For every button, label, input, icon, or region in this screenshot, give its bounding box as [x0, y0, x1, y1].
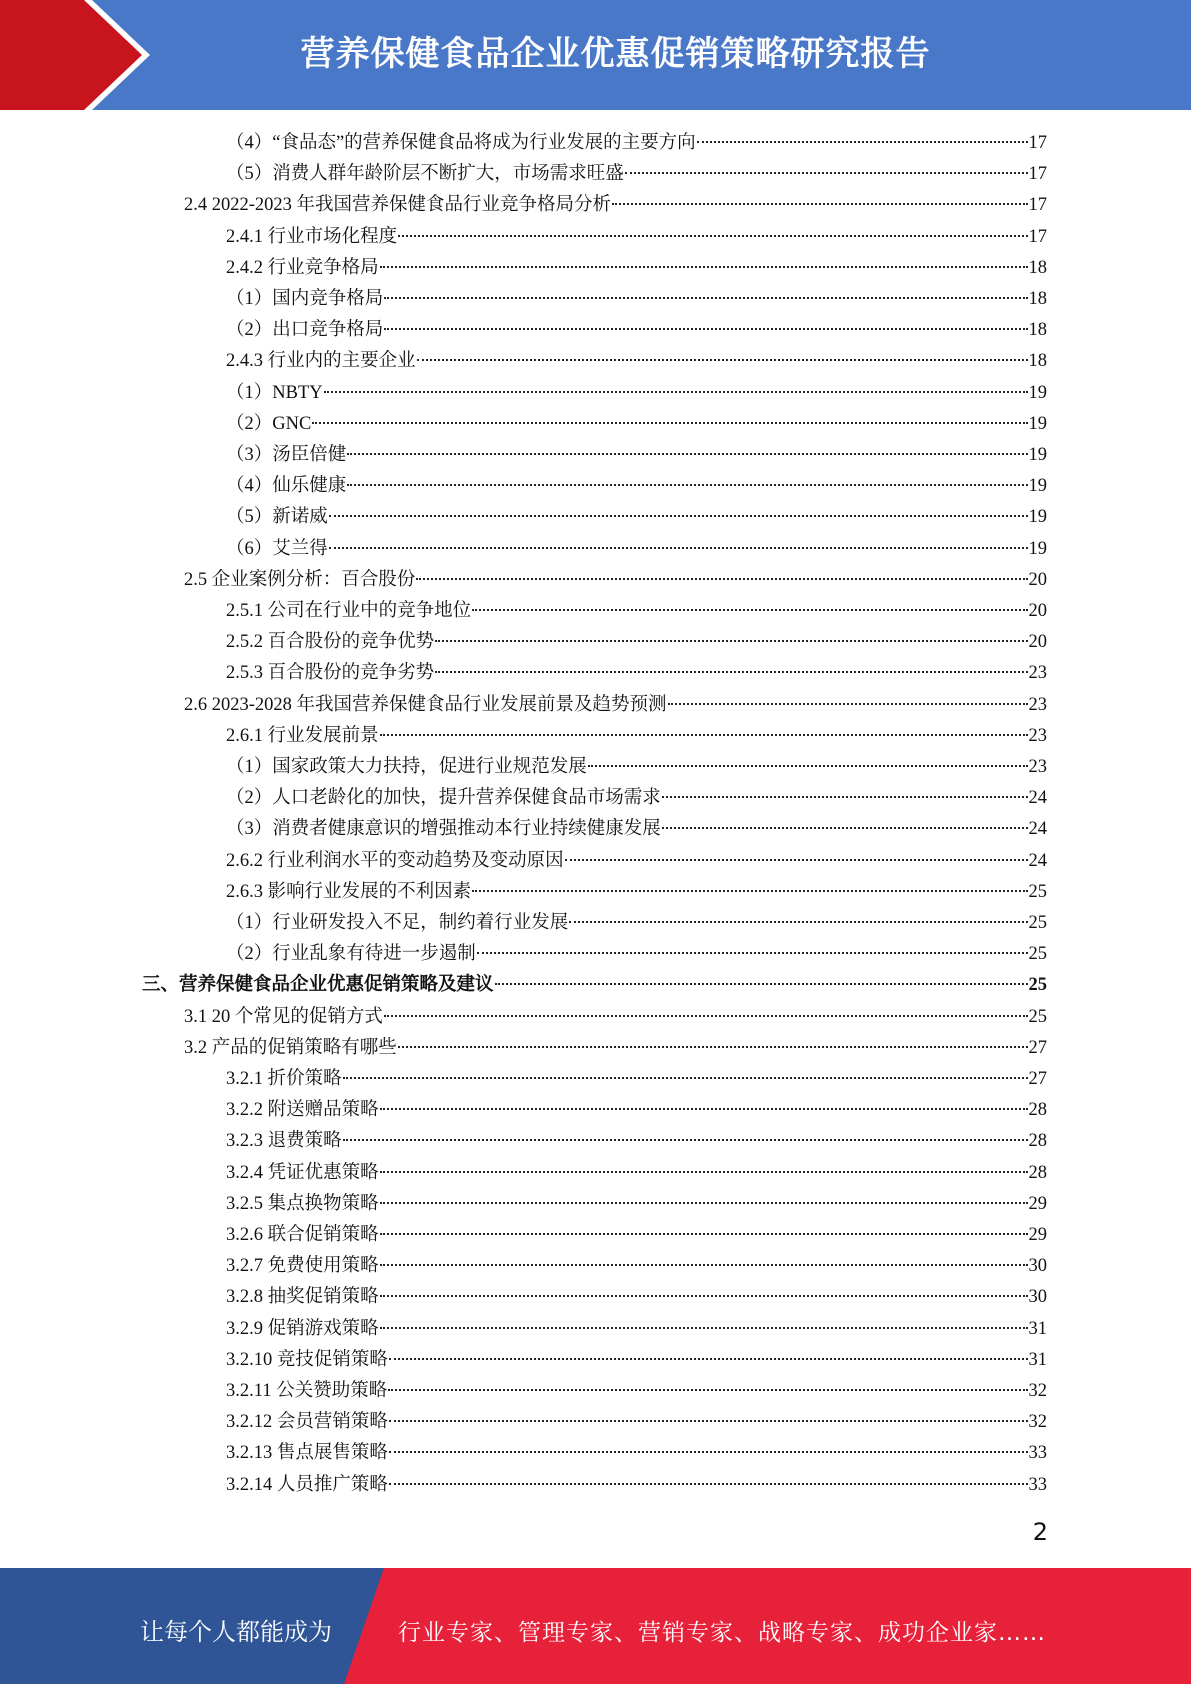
- toc-entry[interactable]: [226, 534, 1047, 565]
- toc-entry-page-number: 29: [1028, 1225, 1047, 1245]
- toc-entry[interactable]: [226, 1345, 1047, 1376]
- toc-entry[interactable]: [226, 1376, 1047, 1407]
- toc-entry-page-number: 30: [1028, 1256, 1047, 1277]
- toc-entry[interactable]: [184, 1002, 1047, 1033]
- toc-entry-label: 3.2.9 促销游戏策略: [226, 1318, 379, 1339]
- toc-entry-label: （2）人口老龄化的加快，提升营养保健食品市场需求: [226, 788, 661, 809]
- toc-dot-leader: [384, 1015, 1028, 1017]
- toc-entry-page-number: 19: [1028, 476, 1047, 497]
- toc-entry-label: 3.2.5 集点换物策略: [226, 1193, 379, 1214]
- toc-dot-leader: [435, 671, 1027, 673]
- toc-entry[interactable]: [226, 346, 1047, 377]
- toc-entry-page-number: 30: [1028, 1287, 1047, 1308]
- toc-entry-page-number: 19: [1028, 413, 1047, 434]
- toc-entry-page-number: 31: [1028, 1318, 1047, 1339]
- toc-entry-page-number: 17: [1028, 133, 1047, 153]
- toc-entry-label: 2.5.2 百合股份的竞争优势: [226, 632, 435, 653]
- toc-entry-page-number: 18: [1028, 320, 1047, 341]
- toc-entry[interactable]: [226, 284, 1047, 315]
- toc-entry[interactable]: [184, 190, 1047, 221]
- toc-entry-page-number: 18: [1028, 257, 1047, 278]
- toc-entry-page-number: 18: [1028, 289, 1047, 309]
- toc-entry-label: （1）NBTY: [226, 382, 323, 403]
- toc-dot-leader: [389, 1358, 1028, 1360]
- toc-entry-label: 3.2.4 凭证优惠策略: [226, 1162, 379, 1183]
- toc-entry[interactable]: [226, 1314, 1047, 1345]
- toc-dot-leader: [662, 827, 1028, 829]
- toc-dot-leader: [380, 1233, 1028, 1235]
- toc-entry-page-number: 23: [1028, 725, 1047, 746]
- toc-entry[interactable]: [226, 627, 1047, 658]
- toc-entry-page-number: 32: [1028, 1412, 1047, 1433]
- toc-entry-page-number: 24: [1028, 850, 1047, 871]
- toc-entry-label: 2.4.1 行业市场化程度: [226, 226, 398, 247]
- toc-dot-leader: [380, 734, 1028, 736]
- toc-entry[interactable]: [226, 1189, 1047, 1220]
- toc-entry[interactable]: [226, 1470, 1047, 1501]
- toc-entry-label: （5）新诺威: [226, 507, 328, 528]
- toc-dot-leader: [388, 1389, 1027, 1391]
- toc-entry[interactable]: [226, 939, 1047, 970]
- toc-dot-leader: [380, 1295, 1028, 1297]
- toc-dot-leader: [477, 952, 1028, 954]
- toc-entry-page-number: 28: [1028, 1100, 1047, 1121]
- toc-entry-label: 三、营养保健食品企业优惠促销策略及建议: [142, 975, 494, 996]
- toc-entry-label: 2.5 企业案例分析：百合股份: [184, 569, 416, 590]
- toc-entry[interactable]: [184, 565, 1047, 596]
- toc-dot-leader: [347, 484, 1027, 486]
- toc-dot-leader: [380, 1171, 1028, 1173]
- toc-entry[interactable]: [226, 783, 1047, 814]
- toc-dot-leader: [625, 172, 1028, 174]
- toc-dot-leader: [329, 515, 1028, 517]
- toc-entry-page-number: 19: [1028, 445, 1047, 465]
- toc-entry-label: 3.2.7 免费使用策略: [226, 1256, 379, 1277]
- toc-entry-page-number: 25: [1028, 881, 1047, 902]
- toc-dot-leader: [398, 235, 1027, 237]
- toc-dot-leader: [495, 983, 1028, 985]
- toc-entry[interactable]: [226, 721, 1047, 752]
- toc-dot-leader: [389, 1420, 1028, 1422]
- toc-entry-page-number: 23: [1028, 757, 1047, 777]
- toc-entry-page-number: 27: [1028, 1069, 1047, 1089]
- toc-entry-label: （4）“食品态”的营养保健食品将成为行业发展的主要方向: [226, 133, 696, 153]
- toc-dot-leader: [329, 547, 1028, 549]
- document-title: 营养保健食品企业优惠促销策略研究报告: [300, 34, 931, 74]
- toc-entry-page-number: 24: [1028, 788, 1047, 809]
- toc-dot-leader: [343, 1077, 1028, 1079]
- toc-entry-label: 3.2.8 抽奖促销策略: [226, 1287, 379, 1308]
- toc-entry[interactable]: [226, 1126, 1047, 1157]
- toc-entry-page-number: 28: [1028, 1131, 1047, 1152]
- toc-entry-label: （2）出口竞争格局: [226, 320, 384, 341]
- toc-dot-leader: [380, 266, 1028, 268]
- toc-entry[interactable]: [226, 596, 1047, 627]
- toc-dot-leader: [380, 1264, 1028, 1266]
- toc-entry[interactable]: [226, 378, 1047, 409]
- toc-entry-label: 3.2.1 折价策略: [226, 1069, 342, 1089]
- toc-entry-label: （1）行业研发投入不足，制约着行业发展: [226, 913, 569, 933]
- toc-dot-leader: [588, 765, 1028, 767]
- toc-entry-page-number: 24: [1028, 819, 1047, 840]
- toc-entry[interactable]: [226, 752, 1047, 783]
- toc-entry-page-number: 25: [1028, 913, 1047, 933]
- toc-dot-leader: [384, 328, 1027, 330]
- toc-entry-label: （6）艾兰得: [226, 538, 328, 559]
- toc-entry-page-number: 20: [1028, 569, 1047, 590]
- toc-entry-label: 2.6.3 影响行业发展的不利因素: [226, 881, 472, 902]
- toc-entry[interactable]: [226, 1220, 1047, 1251]
- toc-dot-leader: [569, 921, 1027, 923]
- toc-entry[interactable]: [226, 222, 1047, 253]
- toc-entry-page-number: 19: [1028, 382, 1047, 403]
- toc-entry-label: 3.2.14 人员推广策略: [226, 1474, 388, 1495]
- toc-entry-page-number: 31: [1028, 1349, 1047, 1370]
- toc-entry-label: 3.2.10 竞技促销策略: [226, 1349, 388, 1370]
- toc-entry-label: 2.5.1 公司在行业中的竞争地位: [226, 601, 472, 621]
- toc-dot-leader: [380, 1327, 1028, 1329]
- toc-entry-label: （4）仙乐健康: [226, 476, 347, 497]
- toc-entry[interactable]: [184, 690, 1047, 721]
- toc-entry-page-number: 33: [1028, 1474, 1047, 1495]
- toc-entry[interactable]: [226, 159, 1047, 190]
- toc-entry[interactable]: [226, 253, 1047, 284]
- toc-entry-page-number: 20: [1028, 632, 1047, 653]
- footer-slogan-left: 让每个人都能成为: [140, 1618, 332, 1646]
- toc-entry[interactable]: [226, 315, 1047, 346]
- toc-entry-label: 3.2 产品的促销策略有哪些: [184, 1037, 397, 1058]
- toc-dot-leader: [612, 203, 1027, 205]
- toc-entry-label: 3.2.3 退费策略: [226, 1131, 342, 1152]
- toc-entry[interactable]: [226, 502, 1047, 533]
- toc-entry[interactable]: [226, 1282, 1047, 1313]
- toc-entry-page-number: 29: [1028, 1193, 1047, 1214]
- toc-dot-leader: [417, 359, 1028, 361]
- toc-dot-leader: [668, 703, 1028, 705]
- toc-entry-page-number: 18: [1028, 351, 1047, 372]
- toc-entry[interactable]: [226, 1251, 1047, 1282]
- toc-dot-leader: [389, 1451, 1028, 1453]
- toc-entry-label: （2）行业乱象有待进一步遏制: [226, 944, 476, 965]
- toc-entry-page-number: 25: [1028, 975, 1047, 996]
- page-header: [0, 0, 1191, 110]
- toc-dot-leader: [384, 297, 1027, 299]
- toc-entry-page-number: 33: [1028, 1443, 1047, 1464]
- toc-entry-label: （2）GNC: [226, 413, 312, 434]
- toc-entry-page-number: 32: [1028, 1381, 1047, 1401]
- toc-dot-leader: [565, 859, 1028, 861]
- toc-dot-leader: [389, 1483, 1028, 1485]
- toc-entry-label: 2.4.2 行业竞争格局: [226, 257, 379, 278]
- toc-entry-label: 2.6 2023-2028 年我国营养保健食品行业发展前景及趋势预测: [184, 694, 667, 715]
- toc-entry-label: 2.6.1 行业发展前景: [226, 725, 379, 746]
- toc-entry-label: 2.4 2022-2023 年我国营养保健食品行业竞争格局分析: [184, 195, 612, 216]
- toc-dot-leader: [472, 890, 1027, 892]
- toc-dot-leader: [416, 578, 1027, 580]
- toc-entry-page-number: 25: [1028, 1006, 1047, 1027]
- toc-entry[interactable]: [226, 658, 1047, 689]
- toc-entry-label: 2.6.2 行业利润水平的变动趋势及变动原因: [226, 850, 564, 871]
- toc-entry[interactable]: [226, 1158, 1047, 1189]
- toc-entry-page-number: 20: [1028, 601, 1047, 621]
- toc-dot-leader: [435, 640, 1027, 642]
- header-arrow-decoration: [0, 0, 150, 110]
- toc-dot-leader: [662, 796, 1028, 798]
- toc-entry-label: （3）汤臣倍健: [226, 445, 347, 465]
- toc-dot-leader: [347, 453, 1027, 455]
- toc-dot-leader: [312, 422, 1027, 424]
- toc-entry-page-number: 23: [1028, 694, 1047, 715]
- toc-entry[interactable]: [184, 1033, 1047, 1064]
- page-number: 2: [1032, 1518, 1048, 1546]
- toc-dot-leader: [343, 1139, 1028, 1141]
- toc-entry[interactable]: [226, 409, 1047, 440]
- toc-entry-page-number: 17: [1028, 164, 1047, 185]
- toc-entry-page-number: 19: [1028, 538, 1047, 559]
- footer-slogan-right: 行业专家、管理专家、营销专家、战略专家、成功企业家……: [398, 1620, 1046, 1646]
- toc-entry[interactable]: [226, 440, 1047, 471]
- toc-dot-leader: [398, 1046, 1028, 1048]
- toc-dot-leader: [380, 1202, 1028, 1204]
- toc-entry-label: 3.2.2 附送赠品策略: [226, 1100, 379, 1121]
- toc-entry-label: 2.4.3 行业内的主要企业: [226, 351, 416, 372]
- toc-entry-page-number: 17: [1028, 195, 1047, 216]
- toc-entry[interactable]: [226, 846, 1047, 877]
- toc-entry-page-number: 25: [1028, 944, 1047, 965]
- toc-entry[interactable]: [142, 970, 1047, 1001]
- toc-entry[interactable]: [226, 1438, 1047, 1469]
- toc-entry[interactable]: [226, 1407, 1047, 1438]
- toc-entry-page-number: 23: [1028, 663, 1047, 684]
- toc-entry-label: 3.1 20 个常见的促销方式: [184, 1006, 383, 1027]
- toc-entry-page-number: 28: [1028, 1162, 1047, 1183]
- toc-entry-label: 3.2.11 公关赞助策略: [226, 1381, 388, 1401]
- toc-entry[interactable]: [226, 128, 1047, 159]
- toc-dot-leader: [697, 141, 1028, 143]
- toc-entry[interactable]: [226, 814, 1047, 845]
- toc-entry-page-number: 19: [1028, 507, 1047, 528]
- toc-entry-page-number: 17: [1028, 226, 1047, 247]
- toc-entry-label: 2.5.3 百合股份的竞争劣势: [226, 663, 435, 684]
- toc-entry-label: 3.2.6 联合促销策略: [226, 1225, 379, 1245]
- toc-entry[interactable]: [226, 877, 1047, 908]
- toc-entry[interactable]: [226, 471, 1047, 502]
- toc-entry[interactable]: [226, 908, 1047, 939]
- toc-entry-page-number: 27: [1028, 1037, 1047, 1058]
- toc-dot-leader: [324, 391, 1028, 393]
- toc-entry[interactable]: [226, 1095, 1047, 1126]
- toc-entry-label: （3）消费者健康意识的增强推动本行业持续健康发展: [226, 819, 661, 840]
- toc-dot-leader: [380, 1108, 1028, 1110]
- toc-entry-label: 3.2.13 售点展售策略: [226, 1443, 388, 1464]
- toc-entry[interactable]: [226, 1064, 1047, 1095]
- toc-entry-label: （1）国内竞争格局: [226, 289, 384, 309]
- toc-entry-label: 3.2.12 会员营销策略: [226, 1412, 388, 1433]
- toc-dot-leader: [472, 609, 1027, 611]
- toc-entry-label: （5）消费人群年龄阶层不断扩大，市场需求旺盛: [226, 164, 624, 185]
- toc-entry-label: （1）国家政策大力扶持，促进行业规范发展: [226, 757, 587, 777]
